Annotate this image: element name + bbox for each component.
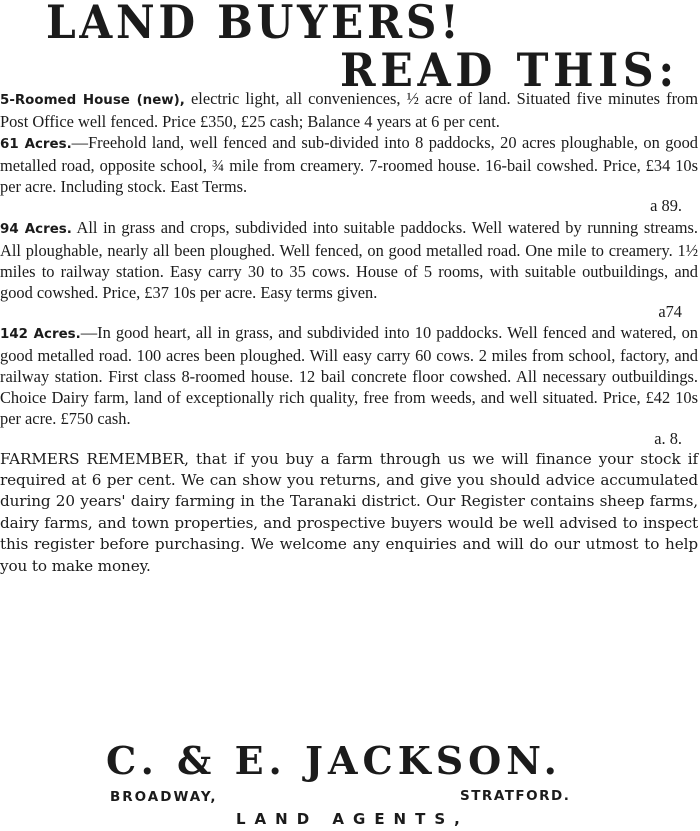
listing-61-acres (0, 132, 698, 216)
firm-name: C. & E. JACKSON. (106, 738, 562, 783)
listing-text: electric light, all conveniences, ½ acre of land. Situated five minutes from Post Office well fenced. Price £350, £25 cash; Balance 4 years at 6 per cent. (0, 89, 698, 132)
land-agents-label: LAND AGENTS, (236, 810, 469, 828)
listing-94-acres (0, 217, 698, 322)
listing-text: —In good heart, all in grass, and subdivided into 10 paddocks. Well fenced and watered, on good metalled road. 100 acres been ploughed. Will easy carry 60 cows. 2 miles from school, factory, and railway station. First class 8-roomed house. 12 bail concrete floor cowshed. All necessary outbuildings. Choice Dairy farm, land of exceptionally rich quality, free from weeds, and well situated. Price, £42 10s per acre. £750 cash. (0, 323, 698, 429)
farmers-remember-note: FARMERS REMEMBER, that if you buy a farm through us we will finance your stock if required at 6 per cent. We can show you returns, and give you should advice accumulated during 20 years' dairy farming in the Taranaki district. Our Register contains sheep farms, dairy farms, and town properties, and prospective buyers would be well advised to inspect this register before purchasing. We welcome any enquiries and will do our utmost to help you to make money. (0, 449, 698, 575)
address-broadway: BROADWAY, (110, 789, 218, 805)
listings-body (0, 88, 698, 577)
listing-text: All in grass and crops, subdivided into suitable paddocks. Well watered by running streams. All ploughable, nearly all been ploughed. Well fenced, on good metalled road. One mile to creamery. 1½ miles to railway station. Easy carry 30 to 35 cows. House of 5 rooms, with suitable outbuildings, and good cowshed. Price, £37 10s per acre. Easy terms given. (0, 217, 698, 302)
listing-heading: 5-Roomed House (new), (0, 93, 185, 108)
listing-reference: a. 8. (654, 428, 682, 448)
address-stratford: STRATFORD. (460, 788, 571, 804)
listing-reference: a74 (658, 301, 682, 321)
listing-text: —Freehold land, well fenced and sub-divided into 8 paddocks, 20 acres ploughable, on good metalled road, opposite school, ¾ mile from creamery. 7-roomed house. 16-bail cowshed. Price, £34 10s per acre. Including stock. East Terms. (0, 133, 698, 197)
listing-142-acres (0, 322, 698, 449)
headline-land-buyers: LAND BUYERS! (46, 0, 463, 49)
listing-5-roomed-house (0, 88, 698, 132)
listing-heading: 94 Acres. (0, 221, 72, 237)
listing-heading: 142 Acres. (0, 327, 81, 343)
headline-read-this: READ THIS: (340, 43, 679, 97)
listing-heading: 61 Acres. (0, 137, 72, 153)
listing-reference: a 89. (650, 196, 682, 216)
